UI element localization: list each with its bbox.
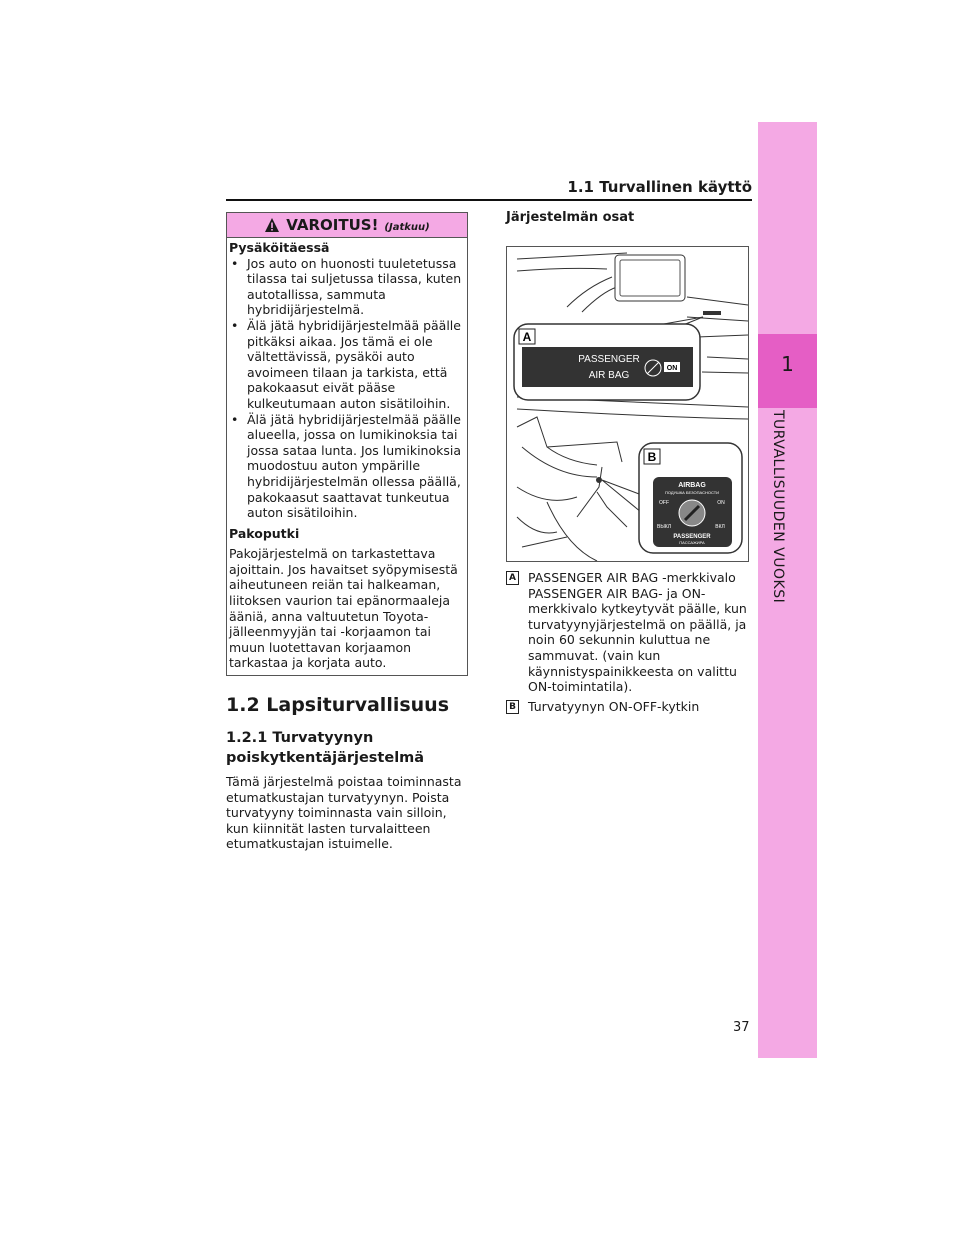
legend-key: A <box>506 571 519 585</box>
legend-text: Turvatyynyn ON-OFF-kytkin <box>528 698 700 714</box>
bullet-text: Jos auto on huonosti tuuletetussa tilassa tai suljetussa tilassa, kuten autotallissa, sammuta hybridijärjestelmä. <box>247 255 462 318</box>
legend-text: PASSENGER AIR BAG -merkkivalo PASSENGER AIR BAG- ja ON-merkkivalo kytkeytyvät päälle, kun turvatyynyjärjestelmä on päällä, ja noin 60 sekunnin kuluttua ne sammuvat. (vain kun käynnistyspainikkeesta on valittu ON-toimintatila). <box>528 570 747 695</box>
switch-on: ON <box>717 500 725 506</box>
switch-off-ru: ВЫКЛ <box>657 524 671 530</box>
running-header: 1.1 Turvallinen käyttö <box>567 178 752 196</box>
warning-bullet: • Jos auto on huonosti tuuletetussa tilassa tai suljetussa tilassa, kuten autotallissa, sammuta hybridijärjestelmä. <box>231 255 462 318</box>
indicator-line2: AIR BAG <box>588 370 630 381</box>
dashboard-illustration <box>507 247 748 561</box>
warning-title: VAROITUS! <box>286 216 379 234</box>
warning-section-title: Pysäköitäessä <box>229 240 330 255</box>
bullet-text: Älä jätä hybridijärjestelmää päälle alueella, jossa on lumikinoksia tai jossa sataa lunta. Jos lumikinoksia muodostuu auton ympärille hybridijärjestelmän ollessa päällä, pakokaasut saattavat tunkeutua auton sisätiloihin. <box>247 411 462 521</box>
warning-section-title: Pakoputki <box>229 525 300 541</box>
switch-on-ru: ВКЛ <box>715 524 725 530</box>
parts-title: Järjestelmän osat <box>506 210 635 225</box>
subsection-heading: 1.2.1 Turvatyynyn poiskytkentäjärjestelmä <box>226 730 425 766</box>
switch-title-ru: ПОДУШКА БЕЗОПАСНОСТИ <box>664 490 720 495</box>
warning-header <box>227 213 467 238</box>
legend-key: B <box>506 700 519 714</box>
bullet-text: Älä jätä hybridijärjestelmää päälle pitkäksi aikaa. Jos tämä ei ole vältettävissä, pysäköi auto avoimeen tilaan ja tarkista, että pakokaasut eivät pääse kulkeutumaan auton sisätiloihin. <box>247 317 461 411</box>
indicator-on: ON <box>666 365 678 372</box>
switch-title: AIRBAG <box>678 482 706 489</box>
indicator-line1: PASSENGER <box>578 354 640 365</box>
warning-paragraph: Pakojärjestelmä on tarkastettava ajoittain. Jos havaitset syöpymisestä aiheutuneen reiän tai halkeaman, liitoksen vaurion tai epänormaaleja ääniä, anna valtuutetun Toyota-jälleenmyyjän tai -korjaamon tai muun luotettavan korjaamon tarkastaa ja korjata auto. <box>229 546 458 671</box>
figure-legend <box>506 570 756 718</box>
switch-passenger: PASSENGER <box>673 534 711 540</box>
figure-label-a: A <box>522 330 532 344</box>
legend-item <box>506 699 756 715</box>
legend-item <box>506 570 756 695</box>
warning-bullet: • Älä jätä hybridijärjestelmää päälle alueella, jossa on lumikinoksia tai jossa sataa lunta. Jos lumikinoksia muodostuu auton ympärille hybridijärjestelmän ollessa päällä, pakokaasut saattavat tunkeutua auton sisätiloihin. <box>231 411 462 521</box>
warning-box <box>226 212 468 676</box>
warning-icon <box>264 217 280 233</box>
airbag-figure <box>506 246 749 562</box>
header-rule <box>226 199 752 201</box>
chapter-number: 1 <box>781 352 794 376</box>
page-number: 37 <box>733 1020 750 1035</box>
side-tab <box>758 122 817 1058</box>
section-heading: 1.2 Lapsiturvallisuus <box>226 694 450 716</box>
warning-bullet: • Älä jätä hybridijärjestelmää päälle pitkäksi aikaa. Jos tämä ei ole vältettävissä, pysäköi auto avoimeen tilaan ja tarkista, että pakokaasut eivät pääse kulkeutumaan auton sisätiloihin. <box>231 317 461 411</box>
intro-paragraph: Tämä järjestelmä poistaa toiminnasta etumatkustajan turvatyynyn. Poista turvatyyny toiminnasta vain silloin, kun kiinnität lasten turvalaitteen etumatkustajan istuimelle. <box>226 774 462 852</box>
figure-label-b: B <box>647 450 657 464</box>
chapter-label: TURVALLISUUDEN VUOKSI <box>770 410 786 604</box>
warning-subtitle: (Jatkuu) <box>384 221 430 233</box>
switch-passenger-ru: ПАССАЖИРА <box>679 540 705 545</box>
switch-off: OFF <box>659 500 669 506</box>
